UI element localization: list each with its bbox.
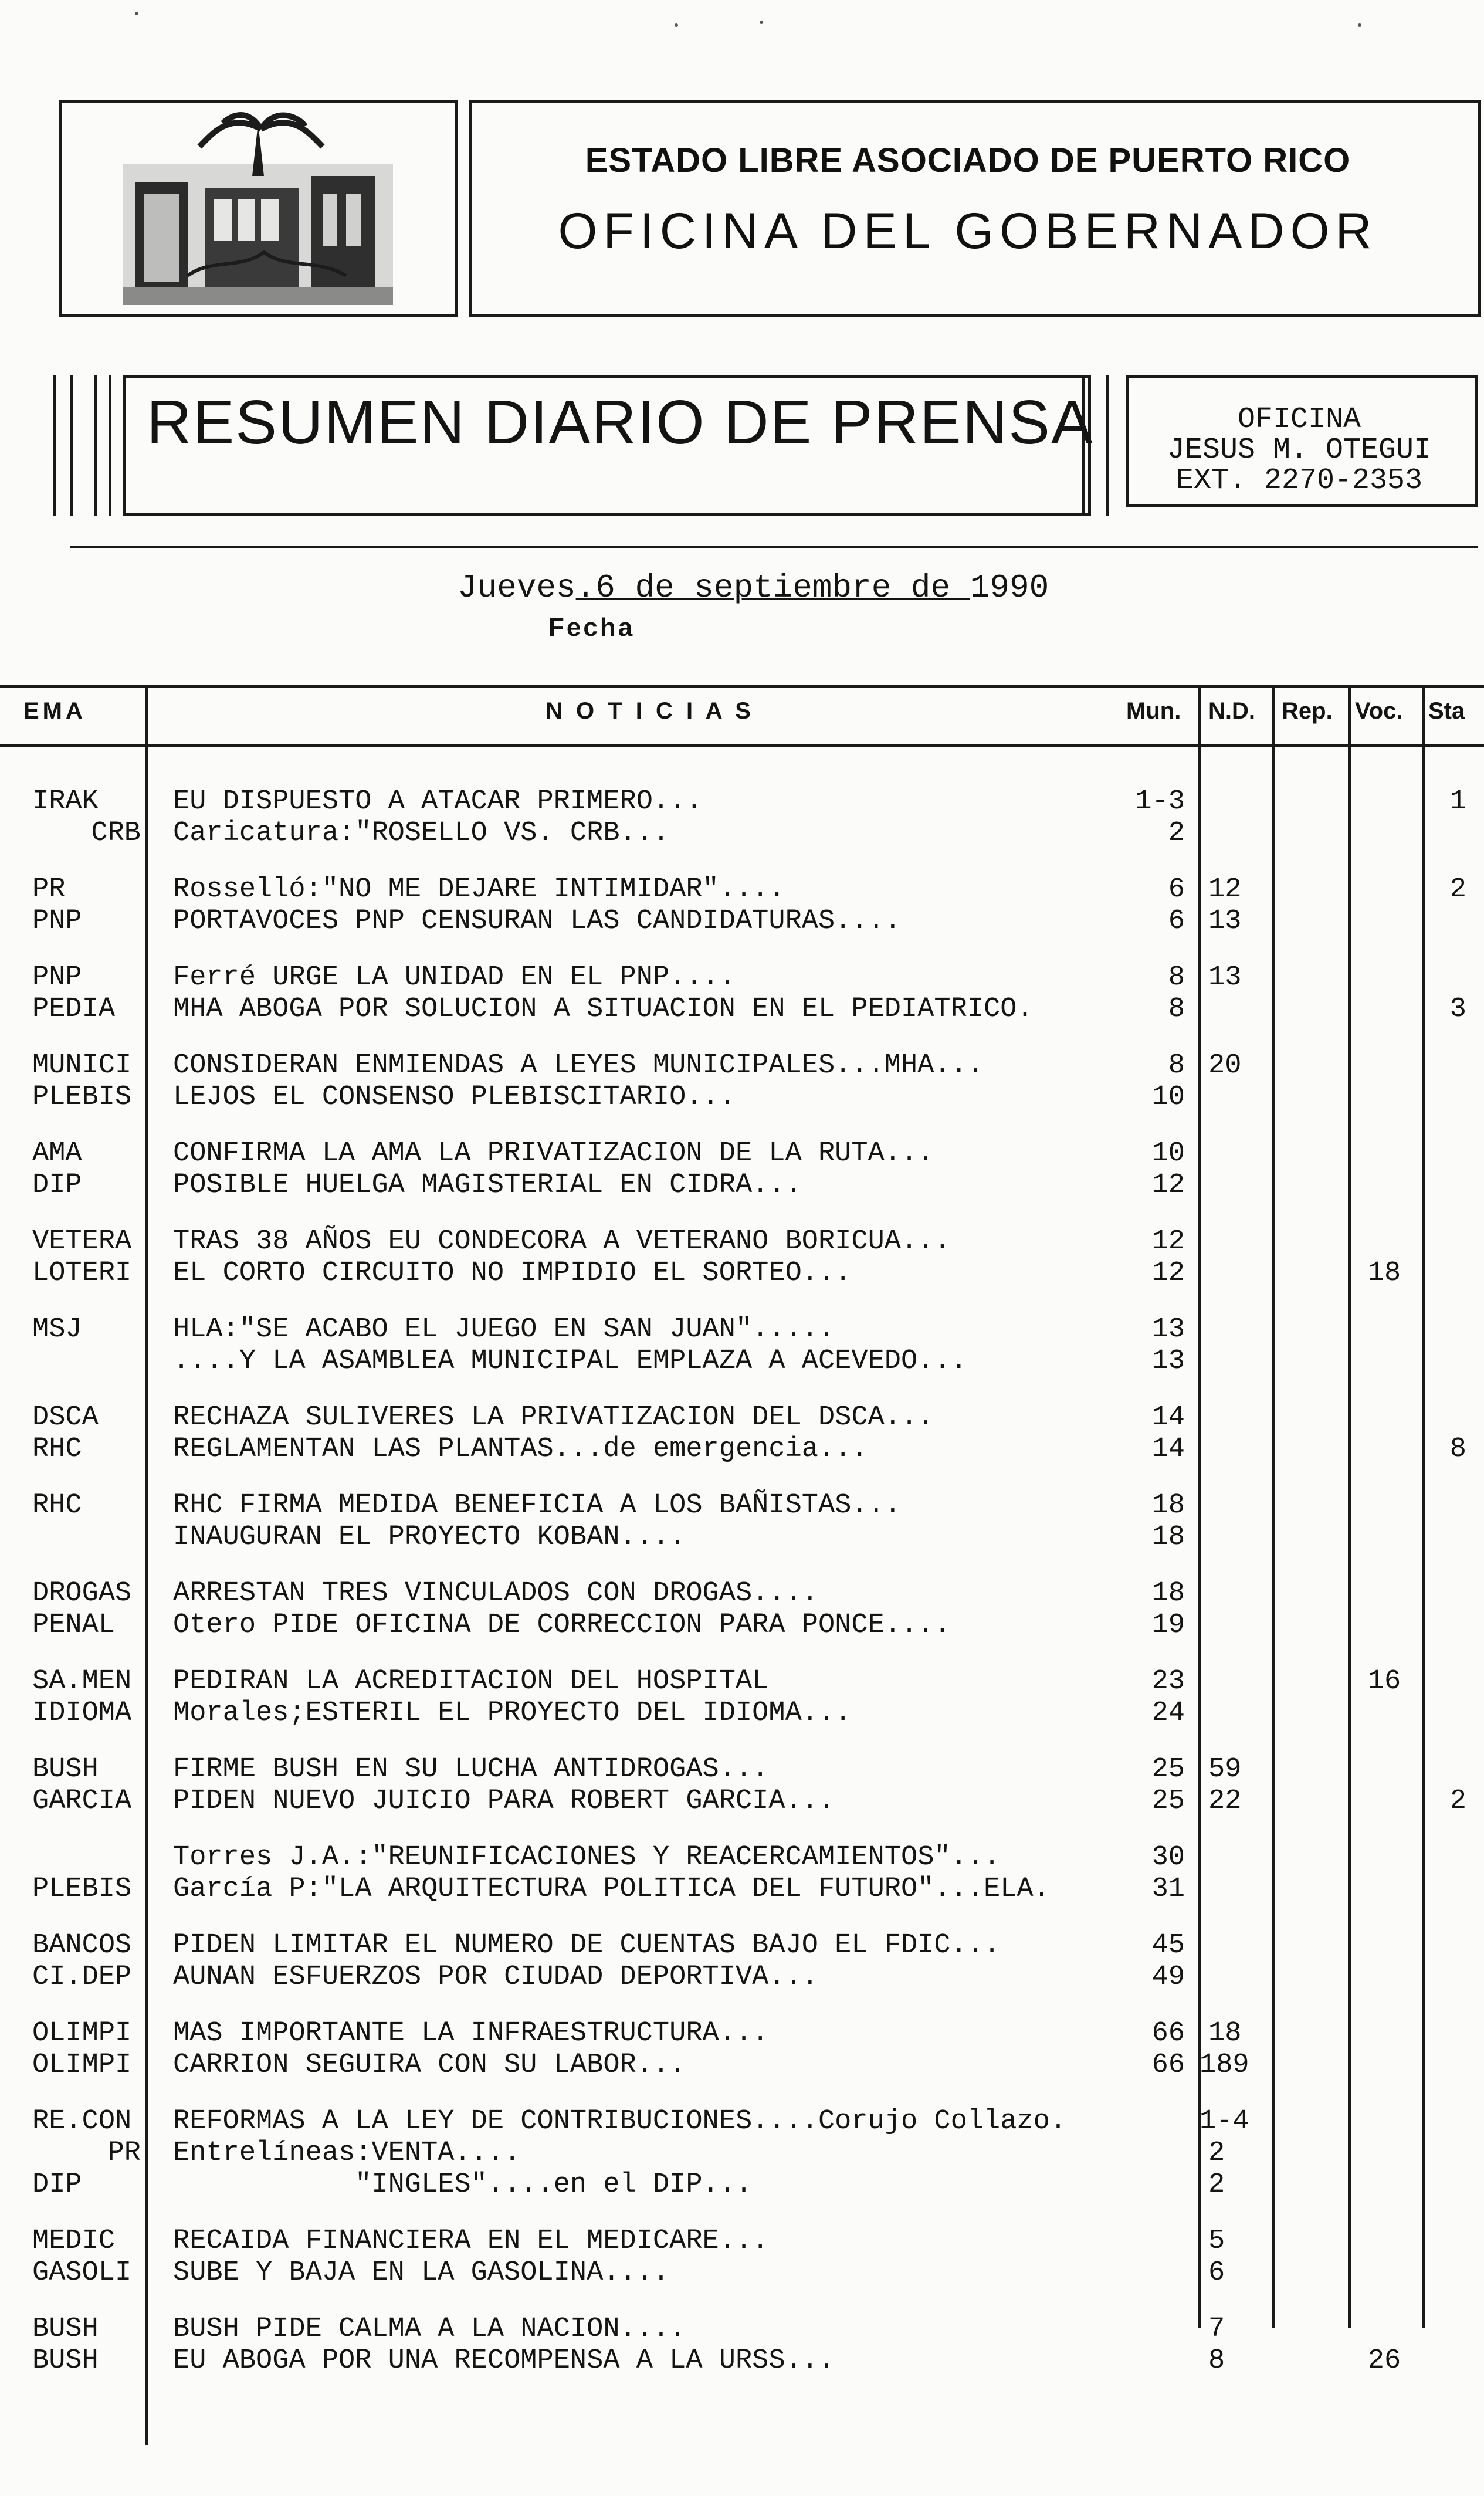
nd-page: 6 [1208, 2257, 1225, 2288]
news-headline: TRAS 38 AÑOS EU CONDECORA A VETERANO BORICUA... [173, 1226, 951, 1257]
tema-cell: MEDIC [32, 2226, 116, 2257]
tema-cell: BUSH [32, 1754, 99, 1785]
table-header-line [0, 744, 1484, 747]
news-headline: RECAIDA FINANCIERA EN EL MEDICARE... [173, 2226, 769, 2257]
banner-bar [94, 375, 97, 516]
tema-cell: PENAL [32, 1610, 116, 1641]
news-headline: EU DISPUESTO A ATACAR PRIMERO... [173, 786, 703, 817]
news-headline: REGLAMENTAN LAS PLANTAS...de emergencia... [173, 1434, 868, 1465]
mun-page: 18 [1151, 1522, 1185, 1553]
header-rep: Rep. [1282, 698, 1333, 724]
mun-page: 30 [1151, 1842, 1185, 1873]
divider [70, 546, 1478, 548]
tema-cell: MSJ [32, 1314, 82, 1345]
tema-cell: MUNICI [32, 1050, 132, 1081]
date-weekday: Jueves [458, 569, 576, 607]
tema-cell: PNP [32, 962, 82, 993]
date-text: .6 de septiembre de [575, 569, 970, 607]
mun-page: 66 [1151, 2018, 1185, 2049]
news-headline: Torres J.A.:"REUNIFICACIONES Y REACERCAMIENTOS"... [173, 1842, 1001, 1873]
news-headline: LEJOS EL CONSENSO PLEBISCITARIO... [173, 1082, 736, 1113]
voc-page: 26 [1367, 2345, 1401, 2376]
office-line: OFICINA [1237, 403, 1361, 436]
news-headline: AUNAN ESFUERZOS POR CIUDAD DEPORTIVA... [173, 1962, 818, 1993]
news-headline: CARRION SEGUIRA CON SU LABOR... [173, 2050, 686, 2081]
scan-speck [1358, 23, 1361, 27]
news-headline: REFORMAS A LA LEY DE CONTRIBUCIONES....Corujo Collazo. [173, 2106, 1067, 2137]
news-headline: Otero PIDE OFICINA DE CORRECCION PARA PONCE.... [173, 1610, 951, 1641]
nd-page: 13 [1208, 906, 1242, 937]
sta-page: 8 [1449, 1434, 1466, 1465]
header-tema: EMA [23, 698, 86, 724]
news-headline: Rosselló:"NO ME DEJARE INTIMIDAR".... [173, 874, 785, 905]
tema-cell: DROGAS [32, 1578, 132, 1609]
news-headline: Morales;ESTERIL EL PROYECTO DEL IDIOMA... [173, 1698, 852, 1729]
news-headline: POSIBLE HUELGA MAGISTERIAL EN CIDRA... [173, 1170, 802, 1201]
header-mun: Mun. [1126, 698, 1181, 724]
table-top-line [0, 685, 1484, 688]
mun-page: 25 [1151, 1786, 1185, 1817]
news-headline: PEDIRAN LA ACREDITACION DEL HOSPITAL [173, 1666, 769, 1697]
office-line: JESUS M. OTEGUI [1167, 434, 1432, 467]
tema-cell: RHC [32, 1434, 82, 1465]
news-headline: EL CORTO CIRCUITO NO IMPIDIO EL SORTEO... [173, 1258, 852, 1289]
tema-cell: CRB [91, 818, 141, 849]
tema-cell: DIP [32, 1170, 82, 1201]
column-divider [1198, 685, 1201, 2328]
date-line [458, 569, 1049, 607]
column-divider [145, 685, 148, 2445]
tema-cell: BUSH [32, 2314, 99, 2345]
nd-page: 1-4 [1200, 2106, 1249, 2137]
tema-cell: BUSH [32, 2345, 99, 2376]
nd-page: 2 [1208, 2138, 1225, 2169]
news-headline: RHC FIRMA MEDIDA BENEFICIA A LOS BAÑISTAS... [173, 1490, 902, 1521]
news-headline: MAS IMPORTANTE LA INFRAESTRUCTURA... [173, 2018, 769, 2049]
nd-page: 7 [1208, 2314, 1225, 2345]
tema-cell: AMA [32, 1138, 82, 1169]
office-line: EXT. 2270-2353 [1175, 464, 1423, 497]
mun-page: 45 [1151, 1930, 1185, 1961]
nd-page: 13 [1208, 962, 1242, 993]
tema-cell: VETERA [32, 1226, 132, 1257]
mun-page: 8 [1168, 962, 1185, 993]
mun-page: 18 [1151, 1578, 1185, 1609]
nd-page: 2 [1208, 2169, 1225, 2200]
sta-page: 2 [1449, 1786, 1466, 1817]
mun-page: 49 [1151, 1962, 1185, 1993]
news-headline: ARRESTAN TRES VINCULADOS CON DROGAS.... [173, 1578, 818, 1609]
news-headline: ....Y LA ASAMBLEA MUNICIPAL EMPLAZA A ACEVEDO... [173, 1346, 967, 1377]
banner-title: RESUMEN DIARIO DE PRENSA [147, 388, 1094, 457]
news-headline: García P:"LA ARQUITECTURA POLITICA DEL FUTURO"...ELA. [173, 1874, 1050, 1905]
mun-page: 25 [1151, 1754, 1185, 1785]
header-sta: Sta [1428, 698, 1465, 724]
tema-cell: DIP [32, 2169, 82, 2200]
scan-speck [135, 12, 138, 15]
nd-page: 18 [1208, 2018, 1242, 2049]
header-line1: ESTADO LIBRE ASOCIADO DE PUERTO RICO [585, 141, 1351, 180]
mun-page: 10 [1151, 1082, 1185, 1113]
tema-cell: RE.CON [32, 2106, 132, 2137]
header-nd: N.D. [1208, 698, 1255, 724]
mun-page: 23 [1151, 1666, 1185, 1697]
banner-bar [1106, 375, 1109, 516]
date-year: 1990 [970, 569, 1049, 607]
nd-page: 5 [1208, 2226, 1225, 2257]
tema-cell: OLIMPI [32, 2050, 132, 2081]
mun-page: 8 [1168, 994, 1185, 1025]
news-headline: FIRME BUSH EN SU LUCHA ANTIDROGAS... [173, 1754, 769, 1785]
tema-cell: BANCOS [32, 1930, 132, 1961]
mun-page: 13 [1151, 1314, 1185, 1345]
mun-page: 19 [1151, 1610, 1185, 1641]
column-divider [1348, 685, 1351, 2328]
nd-page: 20 [1208, 1050, 1242, 1081]
governor-mansion-logo-icon [111, 111, 405, 314]
nd-page: 8 [1208, 2345, 1225, 2376]
header-noticias: N O T I C I A S [546, 698, 754, 724]
tema-cell: PR [107, 2138, 141, 2169]
scan-speck [675, 23, 678, 27]
tema-cell: RHC [32, 1490, 82, 1521]
tema-cell: SA.MEN [32, 1666, 132, 1697]
tema-cell: DSCA [32, 1402, 99, 1433]
news-headline: HLA:"SE ACABO EL JUEGO EN SAN JUAN"..... [173, 1314, 835, 1345]
mun-page: 12 [1151, 1258, 1185, 1289]
news-headline: RECHAZA SULIVERES LA PRIVATIZACION DEL DSCA... [173, 1402, 934, 1433]
tema-cell: PR [32, 874, 66, 905]
mun-page: 13 [1151, 1346, 1185, 1377]
mun-page: 24 [1151, 1698, 1185, 1729]
mun-page: 14 [1151, 1434, 1185, 1465]
news-headline: PIDEN LIMITAR EL NUMERO DE CUENTAS BAJO EL FDIC... [173, 1930, 1001, 1961]
news-headline: CONFIRMA LA AMA LA PRIVATIZACION DE LA RUTA... [173, 1138, 934, 1169]
banner-bar [70, 375, 73, 516]
tema-cell: PEDIA [32, 994, 116, 1025]
mun-page: 8 [1168, 1050, 1185, 1081]
news-headline: "INGLES"....en el DIP... [173, 2169, 753, 2200]
news-headline: Ferré URGE LA UNIDAD EN EL PNP.... [173, 962, 736, 993]
banner-bar [109, 375, 111, 516]
sta-page: 3 [1449, 994, 1466, 1025]
tema-cell: GASOLI [32, 2257, 132, 2288]
column-divider [1422, 685, 1425, 2328]
mun-page: 12 [1151, 1170, 1185, 1201]
mun-page: 2 [1168, 818, 1185, 849]
fecha-label: Fecha [548, 613, 635, 642]
nd-page: 22 [1208, 1786, 1242, 1817]
nd-page: 189 [1200, 2050, 1249, 2081]
header-voc: Voc. [1355, 698, 1403, 724]
voc-page: 16 [1367, 1666, 1401, 1697]
tema-cell: IDIOMA [32, 1698, 132, 1729]
nd-page: 59 [1208, 1754, 1242, 1785]
mun-page: 18 [1151, 1490, 1185, 1521]
tema-cell: IRAK [32, 786, 99, 817]
mun-page: 66 [1151, 2050, 1185, 2081]
news-headline: MHA ABOGA POR SOLUCION A SITUACION EN EL PEDIATRICO. [173, 994, 1034, 1025]
mun-page: 1-3 [1135, 786, 1185, 817]
mun-page: 6 [1168, 874, 1185, 905]
tema-cell: PLEBIS [32, 1082, 132, 1113]
news-headline: Caricatura:"ROSELLO VS. CRB... [173, 818, 670, 849]
voc-page: 18 [1367, 1258, 1401, 1289]
news-headline: EU ABOGA POR UNA RECOMPENSA A LA URSS... [173, 2345, 835, 2376]
sta-page: 2 [1449, 874, 1466, 905]
tema-cell: PLEBIS [32, 1874, 132, 1905]
nd-page: 12 [1208, 874, 1242, 905]
header-line2: OFICINA DEL GOBERNADOR [558, 203, 1378, 259]
tema-cell: LOTERI [32, 1258, 132, 1289]
mun-page: 31 [1151, 1874, 1185, 1905]
banner-bar [53, 375, 56, 516]
tema-cell: PNP [32, 906, 82, 937]
tema-cell: OLIMPI [32, 2018, 132, 2049]
news-headline: SUBE Y BAJA EN LA GASOLINA.... [173, 2257, 670, 2288]
mun-page: 12 [1151, 1226, 1185, 1257]
mun-page: 10 [1151, 1138, 1185, 1169]
news-headline: INAUGURAN EL PROYECTO KOBAN.... [173, 1522, 686, 1553]
mun-page: 14 [1151, 1402, 1185, 1433]
mun-page: 6 [1168, 906, 1185, 937]
sta-page: 1 [1449, 786, 1466, 817]
news-headline: Entrelíneas:VENTA.... [173, 2138, 521, 2169]
news-headline: CONSIDERAN ENMIENDAS A LEYES MUNICIPALES...MHA... [173, 1050, 984, 1081]
news-headline: BUSH PIDE CALMA A LA NACION.... [173, 2314, 686, 2345]
news-headline: PIDEN NUEVO JUICIO PARA ROBERT GARCIA... [173, 1786, 835, 1817]
tema-cell: CI.DEP [32, 1962, 132, 1993]
news-headline: PORTAVOCES PNP CENSURAN LAS CANDIDATURAS.... [173, 906, 902, 937]
tema-cell: GARCIA [32, 1786, 132, 1817]
scan-speck [760, 21, 763, 24]
